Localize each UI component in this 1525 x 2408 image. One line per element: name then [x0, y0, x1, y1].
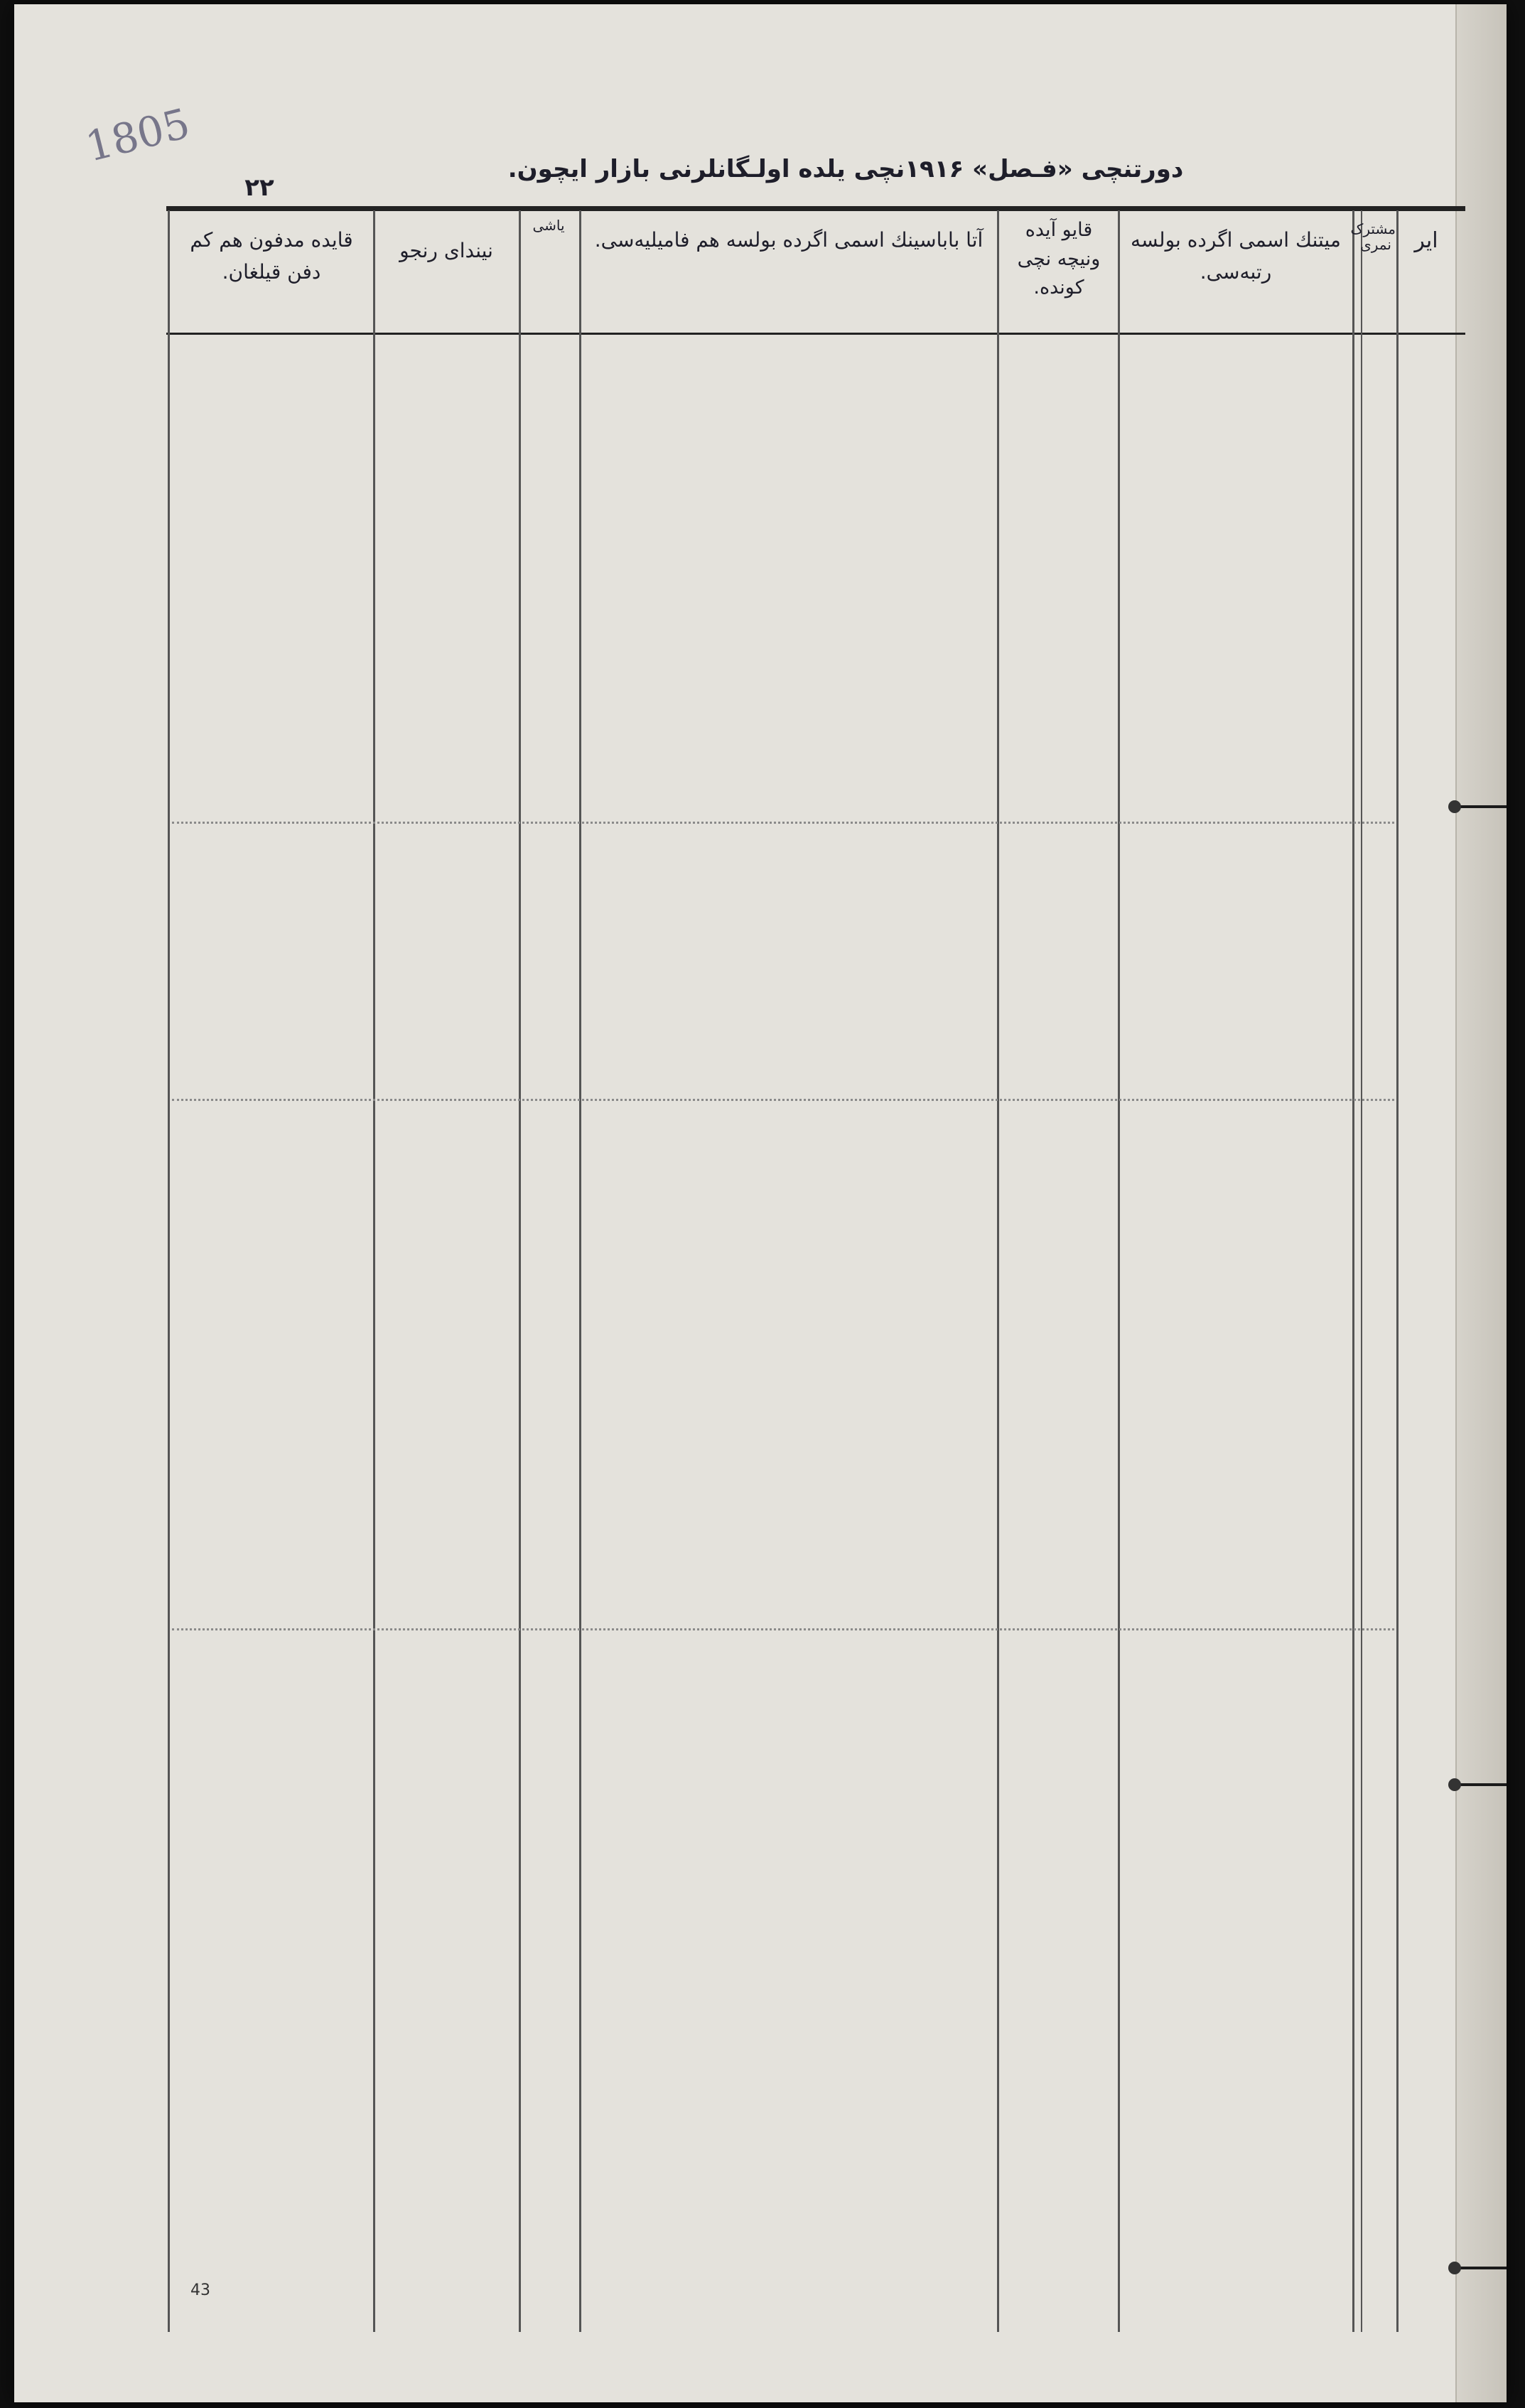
- pencil-note: 1805: [80, 99, 195, 171]
- header-illness: نیندای رنجو: [399, 239, 493, 262]
- top-rule: [166, 206, 1465, 211]
- page-number: ۲۲: [244, 173, 274, 202]
- column-line: [1361, 210, 1362, 2332]
- binding-ring: [1448, 2262, 1461, 2274]
- column-line: [168, 210, 170, 2332]
- dotted-separator: [172, 822, 1394, 824]
- header-date: قایو آیده ونیچه نچی کونده.: [1017, 219, 1101, 299]
- header-age: یاشی: [532, 217, 565, 234]
- dotted-separator: [172, 1628, 1394, 1630]
- column-line: [1396, 210, 1399, 2332]
- header-burial: قایده مدفون هم کم دفن قیلغان.: [190, 228, 353, 284]
- column-line: [997, 210, 999, 2332]
- column-line: [519, 210, 521, 2332]
- dotted-separator: [172, 1099, 1394, 1101]
- header-name: میتنك اسمی اگرده بولسه رتبه‌سی.: [1131, 228, 1341, 284]
- column-line: [1118, 210, 1120, 2332]
- archive-stamp: 43: [190, 2281, 210, 2299]
- binding-ring: [1448, 800, 1461, 813]
- binding-wire: [1454, 2267, 1507, 2269]
- register-page: [14, 4, 1507, 2402]
- binding-ring: [1448, 1778, 1461, 1791]
- binding-strip: [1455, 4, 1507, 2402]
- column-line: [1352, 210, 1354, 2332]
- page-heading: دورتنچی «فـصل» ۱۹۱۶نچی یلده اولـگانلرنی بازار ایچون.: [507, 155, 1184, 183]
- column-line: [373, 210, 375, 2332]
- column-line: [579, 210, 581, 2332]
- header-serial: مشترک نمری: [1350, 220, 1396, 253]
- binding-wire: [1454, 1783, 1507, 1786]
- header-parents: آتا باباسینك اسمی اگرده بولسه هم فامیلیه‌سی.: [594, 228, 984, 252]
- binding-wire: [1454, 805, 1507, 808]
- header-row-no: ایر: [1414, 228, 1438, 253]
- header-rule: [166, 333, 1465, 335]
